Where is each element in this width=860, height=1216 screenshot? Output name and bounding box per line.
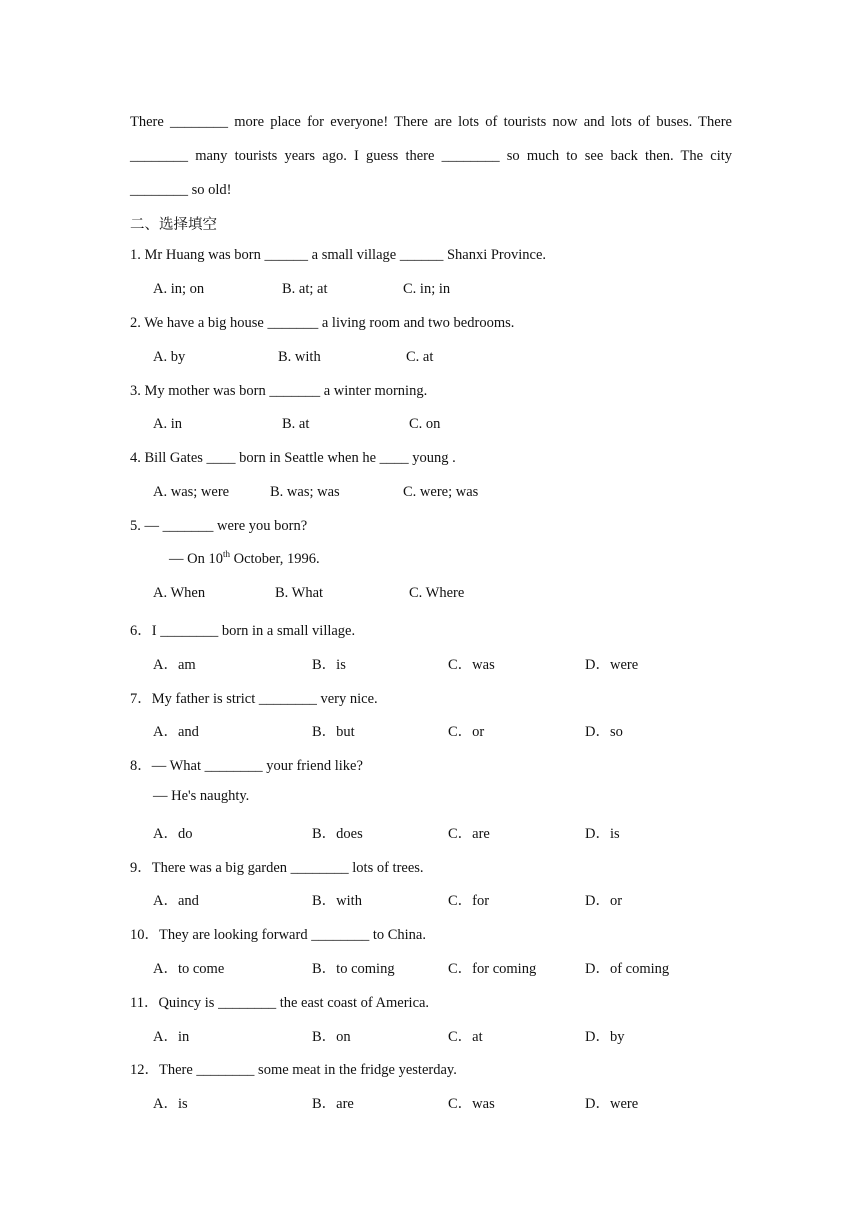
question-stem: 11．Quincy is ________ the east coast of America.	[130, 995, 430, 1011]
option-b: B．does	[312, 826, 363, 842]
option-c: C. were; was	[403, 484, 479, 500]
option-d: D．or	[585, 893, 623, 909]
option-a: A. When	[153, 585, 206, 601]
option-c: C．or	[448, 724, 485, 740]
option-a: A．am	[153, 657, 196, 673]
option-a: A．is	[153, 1096, 188, 1112]
option-c: C. Where	[409, 585, 465, 601]
question-stem: 2. We have a big house _______ a living room and two bedrooms.	[130, 315, 515, 331]
section-title: 二、选择填空	[130, 217, 217, 233]
question-stem: 8．— What ________ your friend like?	[130, 758, 363, 774]
option-b: B. What	[275, 585, 324, 601]
question-stem: 4. Bill Gates ____ born in Seattle when he ____ young .	[130, 450, 456, 466]
option-c: C．for coming	[448, 961, 537, 977]
cloze-passage	[130, 105, 732, 207]
passage-line: ________ many tourists years ago. I guess there ________ so much to see back then. The city	[130, 148, 732, 164]
option-a: A．to come	[153, 961, 225, 977]
option-a: A．do	[153, 826, 193, 842]
option-c: C．was	[448, 1096, 495, 1112]
passage-line: There ________ more place for everyone! There are lots of tourists now and lots of buses. There	[130, 114, 732, 130]
option-b: B. at; at	[282, 281, 328, 297]
option-d: D．were	[585, 1096, 639, 1112]
option-b: B．but	[312, 724, 355, 740]
option-b: B. at	[282, 416, 310, 432]
question-stem: 12．There ________ some meat in the fridge yesterday.	[130, 1062, 457, 1078]
option-c: C．at	[448, 1029, 483, 1045]
question-stem: 7．My father is strict ________ very nice.	[130, 691, 378, 707]
option-a: A. by	[153, 349, 186, 365]
passage-line: ________ so old!	[130, 182, 232, 198]
option-d: D．were	[585, 657, 639, 673]
option-c: C．was	[448, 657, 495, 673]
question-stem: 10．They are looking forward ________ to China.	[130, 927, 426, 943]
option-a: A. in; on	[153, 281, 205, 297]
dialogue-reply: — He's naughty.	[153, 788, 250, 804]
option-b: B．to coming	[312, 961, 395, 977]
question-stem: 1. Mr Huang was born ______ a small village ______ Shanxi Province.	[130, 247, 547, 263]
option-d: D．of coming	[585, 961, 670, 977]
option-a: A．and	[153, 724, 199, 740]
option-c: C．are	[448, 826, 490, 842]
option-b: B. with	[278, 349, 321, 365]
option-a: A．and	[153, 893, 199, 909]
question-stem: 5. — _______ were you born?	[130, 518, 308, 534]
option-a: A. in	[153, 416, 182, 432]
dialogue-answer: — On 10th October, 1996.	[169, 549, 320, 567]
option-b: B．are	[312, 1096, 354, 1112]
question-stem: 3. My mother was born _______ a winter morning.	[130, 383, 428, 399]
option-c: C．for	[448, 893, 490, 909]
option-b: B．is	[312, 657, 346, 673]
option-c: C. at	[406, 349, 434, 365]
option-b: B. was; was	[270, 484, 340, 500]
option-a: A. was; were	[153, 484, 230, 500]
option-d: D．is	[585, 826, 620, 842]
option-d: D．so	[585, 724, 623, 740]
question-stem: 9．There was a big garden ________ lots of trees.	[130, 860, 424, 876]
option-d: D．by	[585, 1029, 625, 1045]
option-c: C. on	[409, 416, 441, 432]
question-stem: 6．I ________ born in a small village.	[130, 623, 356, 639]
option-a: A．in	[153, 1029, 190, 1045]
option-b: B．with	[312, 893, 362, 909]
option-c: C. in; in	[403, 281, 451, 297]
option-b: B．on	[312, 1029, 351, 1045]
